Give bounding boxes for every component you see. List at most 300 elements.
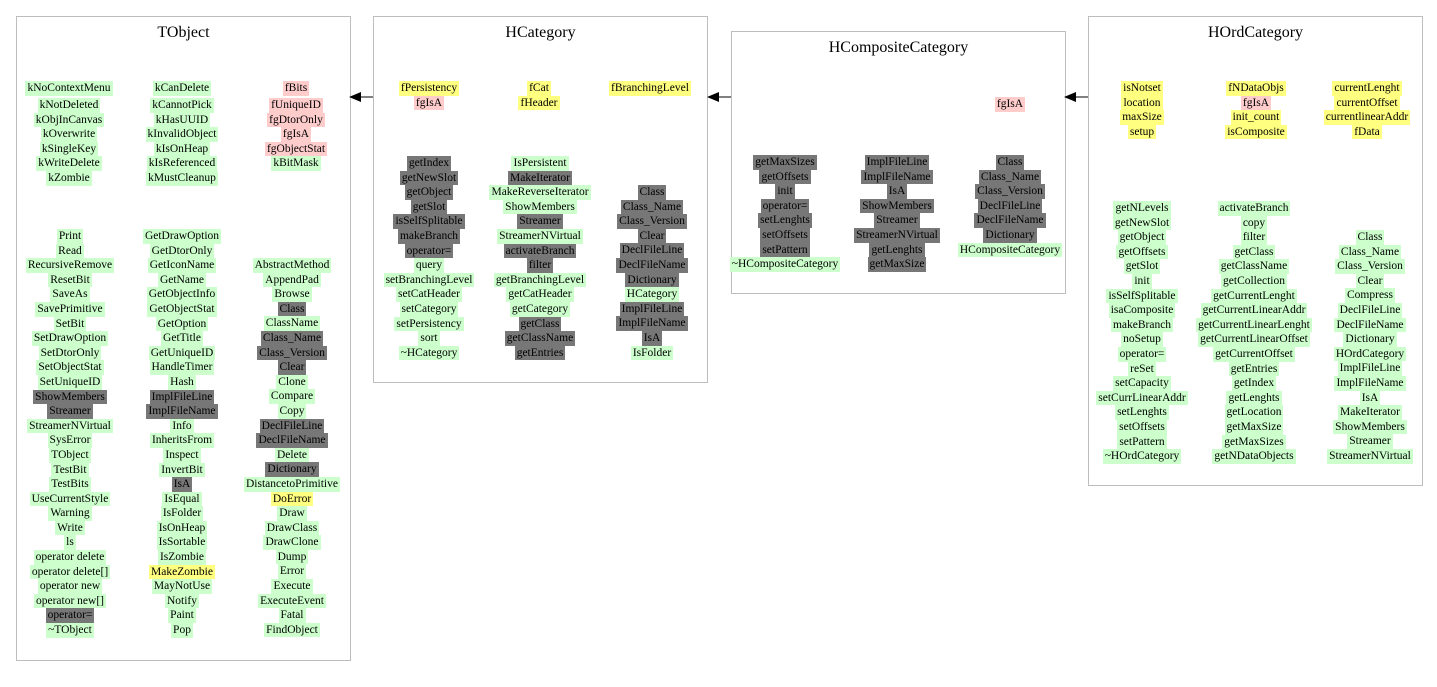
member-label: Class xyxy=(997,156,1023,168)
member-label: Read xyxy=(58,244,82,257)
class-member xyxy=(148,258,217,273)
class-member xyxy=(527,81,551,96)
class-member xyxy=(38,375,103,390)
class-member xyxy=(504,244,577,259)
class-member xyxy=(1201,303,1308,318)
member-label: fgObjectStat xyxy=(266,142,326,155)
member-label: IsA xyxy=(1361,391,1379,404)
member-label: noSetup xyxy=(1123,333,1161,346)
class-member xyxy=(1118,230,1167,245)
member-label: fgIsA xyxy=(282,128,310,141)
class-member xyxy=(1103,449,1182,464)
member-label: ImplFileLine xyxy=(621,302,683,315)
member-label: fHeader xyxy=(520,96,558,109)
member-label: operator= xyxy=(762,199,808,212)
class-member xyxy=(400,302,459,317)
class-member xyxy=(147,302,216,317)
class-member xyxy=(277,506,307,521)
class-member xyxy=(244,477,340,492)
member-label: getEntries xyxy=(1230,362,1278,375)
member-column xyxy=(1099,81,1185,139)
member-label: Draw xyxy=(279,507,305,520)
member-label: IsEqual xyxy=(164,492,200,505)
class-member xyxy=(1218,201,1291,216)
member-label: fgIsA xyxy=(996,98,1024,110)
member-label: SetDrawOption xyxy=(33,332,107,345)
class-member xyxy=(1338,303,1403,318)
class-member xyxy=(153,81,211,96)
member-label: getNewSlot xyxy=(401,171,457,184)
class-member xyxy=(55,521,85,536)
member-label: HandleTimer xyxy=(151,361,213,374)
class-member xyxy=(1106,289,1177,304)
member-label: ShowMembers xyxy=(35,390,105,403)
class-member xyxy=(256,433,327,448)
member-label: Inspect xyxy=(165,448,199,461)
class-member xyxy=(25,81,112,96)
member-label: ImplFileName xyxy=(1336,376,1404,389)
class-member xyxy=(265,462,318,477)
member-label: reSet xyxy=(1130,362,1154,375)
member-label: Clone xyxy=(278,375,306,388)
class-member xyxy=(158,550,206,565)
member-label: init_count xyxy=(1232,111,1280,124)
member-label: MakeIterator xyxy=(509,171,571,184)
class-member xyxy=(1345,288,1395,303)
class-member xyxy=(730,257,841,272)
member-label: ImplFileLine xyxy=(866,156,928,168)
member-column xyxy=(1211,81,1301,139)
member-label: DeclFileName xyxy=(976,214,1044,227)
member-label: GetObjectInfo xyxy=(148,288,216,301)
class-member xyxy=(165,594,199,609)
member-label: Print xyxy=(58,230,82,242)
member-label: isSelfSplitable xyxy=(1108,289,1176,302)
class-member xyxy=(35,302,104,317)
class-member xyxy=(621,200,683,215)
class-member xyxy=(276,550,309,565)
class-member xyxy=(27,419,113,434)
class-member xyxy=(265,521,319,536)
member-label: kZombie xyxy=(48,171,90,184)
class-member xyxy=(616,316,687,331)
member-label: HCompositeCategory xyxy=(959,243,1061,256)
member-label: ExecuteEvent xyxy=(260,594,324,607)
member-label: IsA xyxy=(173,478,191,491)
method-column xyxy=(479,156,601,360)
member-label: IsA xyxy=(643,331,661,344)
member-label: Class_Version xyxy=(259,346,325,359)
class-member xyxy=(1198,332,1310,347)
class-member xyxy=(162,492,201,507)
member-label: SetDtorOnly xyxy=(40,346,100,359)
method-column xyxy=(374,156,484,360)
member-label: ResetBit xyxy=(50,273,90,286)
member-label: IsSortable xyxy=(158,536,206,549)
member-label: kMustCleanup xyxy=(148,171,216,184)
member-label: getMaxSize xyxy=(1226,420,1282,433)
member-label: setLenghts xyxy=(1117,406,1167,419)
class-member xyxy=(1225,405,1284,420)
member-label: getCurrentLinearLenght xyxy=(1198,318,1310,331)
member-label: GetDtorOnly xyxy=(151,244,213,257)
class-member xyxy=(869,243,924,258)
member-label: filter xyxy=(1242,231,1266,244)
class-member xyxy=(161,331,203,346)
member-label: activateBranch xyxy=(1219,202,1289,214)
class-member xyxy=(642,331,663,346)
class-member xyxy=(518,96,559,111)
member-label: Notify xyxy=(166,594,198,607)
class-member xyxy=(1120,110,1164,125)
class-member xyxy=(489,185,590,200)
member-label: Clear xyxy=(1357,274,1383,287)
member-column xyxy=(17,81,121,96)
class-member xyxy=(271,156,320,171)
member-label: DeclFileLine xyxy=(979,199,1041,212)
class-member xyxy=(261,331,323,346)
member-label: getOffsets xyxy=(1118,245,1166,258)
member-label: setPattern xyxy=(762,243,808,256)
inheritance-arrow xyxy=(707,89,733,105)
class-member xyxy=(56,244,84,259)
member-label: getClass xyxy=(1234,245,1274,258)
class-member xyxy=(157,535,208,550)
member-label: getEntries xyxy=(516,346,564,359)
class-member xyxy=(159,463,205,478)
member-label: getClassName xyxy=(1220,260,1288,273)
member-label: setOffsets xyxy=(762,228,808,241)
class-member xyxy=(1109,303,1176,318)
member-label: activateBranch xyxy=(505,244,575,257)
class-member xyxy=(54,317,87,332)
member-label: getCurrentLinearAddr xyxy=(1202,304,1306,317)
class-member xyxy=(996,155,1025,170)
member-label: HCategory xyxy=(626,288,678,301)
method-column xyxy=(239,258,345,637)
class-member xyxy=(168,375,196,390)
method-column xyxy=(947,155,1073,257)
member-label: Dictionary xyxy=(267,463,317,476)
class-title: HCategory xyxy=(505,24,576,41)
class-member xyxy=(405,185,454,200)
class-member xyxy=(271,492,313,507)
class-member xyxy=(150,98,213,113)
class-member xyxy=(161,506,203,521)
member-label: DeclFileLine xyxy=(621,244,683,257)
member-label: MakeReverseIterator xyxy=(491,186,589,199)
member-label: TestBits xyxy=(51,478,89,491)
member-label: InvertBit xyxy=(161,463,203,476)
class-member xyxy=(983,228,1036,243)
class-member xyxy=(1332,81,1401,96)
member-label: setCatHeader xyxy=(398,288,460,301)
member-label: HOrdCategory xyxy=(1335,347,1405,360)
member-label: makeBranch xyxy=(399,229,459,242)
class-member xyxy=(1338,405,1402,420)
class-member xyxy=(48,506,91,521)
member-label: sort xyxy=(420,332,438,345)
class-member xyxy=(761,199,810,214)
class-member xyxy=(384,273,475,288)
class-member xyxy=(278,360,307,375)
class-member xyxy=(172,477,193,492)
member-label: SaveAs xyxy=(52,288,88,301)
member-label: getMaxSizes xyxy=(755,156,815,168)
member-label: kInvalidObject xyxy=(147,128,217,141)
member-label: SysError xyxy=(49,434,91,447)
class-member xyxy=(1339,245,1401,260)
class-box-hcategory xyxy=(373,16,708,383)
class-member xyxy=(263,535,320,550)
class-member xyxy=(399,81,459,96)
class-member xyxy=(753,155,816,170)
class-member xyxy=(1219,259,1289,274)
class-member xyxy=(156,317,209,332)
class-member xyxy=(39,346,102,361)
class-member xyxy=(1113,216,1171,231)
member-label: DrawClass xyxy=(266,521,318,534)
member-label: operator delete[] xyxy=(31,565,109,578)
class-member xyxy=(47,404,93,419)
class-member xyxy=(527,258,553,273)
member-label: Class xyxy=(639,186,665,198)
member-label: fgIsA xyxy=(1242,96,1270,109)
class-member xyxy=(1225,420,1284,435)
member-label: IsFolder xyxy=(632,346,672,359)
class-member xyxy=(995,97,1025,112)
member-label: TestBit xyxy=(53,463,87,476)
class-member xyxy=(1229,362,1280,377)
member-label: StreamerNVirtual xyxy=(29,419,111,432)
class-member xyxy=(1115,405,1169,420)
class-member xyxy=(1221,274,1287,289)
member-label: getMaxSize xyxy=(869,258,925,271)
member-label: setCategory xyxy=(401,302,457,315)
class-member xyxy=(1226,81,1286,96)
member-label: Browse xyxy=(274,288,310,301)
member-label: isaComposite xyxy=(1110,304,1174,317)
member-label: ~HCategory xyxy=(400,346,458,359)
member-label: Hash xyxy=(170,375,194,388)
member-label: getCollection xyxy=(1223,274,1285,287)
class-member xyxy=(638,185,667,200)
member-label: isComposite xyxy=(1227,125,1285,138)
class-member xyxy=(1211,289,1297,304)
member-label: getCategory xyxy=(511,302,569,315)
class-member xyxy=(64,535,76,550)
member-label: Delete xyxy=(276,448,307,461)
member-label: ~TObject xyxy=(48,624,92,637)
member-label: setup xyxy=(1129,125,1155,138)
class-member xyxy=(860,199,934,214)
class-member xyxy=(396,287,462,302)
member-column xyxy=(251,81,341,96)
class-member xyxy=(1212,449,1295,464)
method-column xyxy=(1189,201,1319,464)
class-member xyxy=(1334,318,1405,333)
class-member xyxy=(394,317,463,332)
class-member xyxy=(147,287,217,302)
member-label: kNotDeleted xyxy=(39,99,99,111)
member-label: DeclFileName xyxy=(1336,318,1404,331)
member-label: kOverwrite xyxy=(42,128,96,141)
class-member xyxy=(279,608,306,623)
class-member xyxy=(263,273,321,288)
member-label: AbstractMethod xyxy=(254,259,330,271)
class-title: TObject xyxy=(157,24,210,41)
class-box-hordcategory xyxy=(1088,16,1423,486)
member-label: operator new xyxy=(39,580,101,593)
class-member xyxy=(1113,201,1170,216)
class-member xyxy=(149,565,215,580)
class-member xyxy=(276,375,307,390)
class-member xyxy=(625,287,679,302)
class-member xyxy=(146,171,218,186)
class-member xyxy=(775,184,794,199)
class-member xyxy=(1334,96,1399,111)
method-column xyxy=(1317,230,1423,464)
class-member xyxy=(407,156,451,171)
member-label: Class_Name xyxy=(262,331,322,344)
class-member xyxy=(979,170,1041,185)
member-label: ImplFileName xyxy=(148,405,216,418)
class-member xyxy=(609,81,691,96)
member-label: SetUniqueID xyxy=(39,375,101,388)
member-column xyxy=(251,98,341,171)
member-label: kCanDelete xyxy=(154,82,210,94)
class-member xyxy=(264,623,320,638)
class-member xyxy=(1117,420,1167,435)
member-label: ~HCompositeCategory xyxy=(731,258,839,271)
class-member xyxy=(874,213,920,228)
member-label: getNDataObjects xyxy=(1214,450,1294,463)
class-member xyxy=(1335,259,1405,274)
class-member xyxy=(158,273,206,288)
member-label: getLenghts xyxy=(1228,391,1280,404)
member-label: DeclFileName xyxy=(618,258,686,271)
member-label: GetName xyxy=(159,273,205,286)
member-label: GetDrawOption xyxy=(144,230,220,242)
inheritance-arrow xyxy=(349,89,375,105)
member-label: DrawClone xyxy=(265,536,319,549)
member-label: Write xyxy=(57,521,83,534)
class-member xyxy=(46,608,95,623)
class-member xyxy=(264,316,320,331)
class-member xyxy=(36,156,101,171)
class-member xyxy=(154,142,210,157)
class-member xyxy=(171,623,193,638)
class-member xyxy=(278,404,307,419)
member-label: init xyxy=(777,185,793,198)
class-member xyxy=(1196,318,1312,333)
member-label: GetUniqueID xyxy=(150,346,214,359)
class-member xyxy=(494,273,586,288)
class-member xyxy=(152,579,212,594)
class-member xyxy=(278,302,307,317)
class-member xyxy=(150,244,215,259)
class-member xyxy=(260,419,325,434)
member-label: StreamerNVirtual xyxy=(499,229,581,242)
member-label: copy xyxy=(1242,216,1266,229)
member-label: Clear xyxy=(639,229,665,242)
class-member xyxy=(508,171,572,186)
class-member xyxy=(146,404,217,419)
class-member xyxy=(511,156,568,171)
member-label: getClassName xyxy=(506,332,574,345)
member-label: Streamer xyxy=(519,215,561,228)
class-box-tobject xyxy=(16,16,351,661)
member-label: setCurrLinearAddr xyxy=(1098,391,1186,404)
class-member xyxy=(506,287,573,302)
member-label: kIsOnHeap xyxy=(155,142,209,155)
class-member xyxy=(1241,96,1271,111)
member-label: Class_Name xyxy=(1340,245,1400,258)
class-member xyxy=(1232,376,1276,391)
member-label: init xyxy=(1134,274,1150,287)
member-label: setCapacity xyxy=(1115,377,1169,390)
class-member xyxy=(625,273,678,288)
class-member xyxy=(30,565,110,580)
class-member xyxy=(36,360,103,375)
member-label: ImplFileName xyxy=(863,170,931,183)
method-column xyxy=(847,155,947,272)
member-label: StreamerNVirtual xyxy=(856,228,938,241)
class-member xyxy=(272,287,311,302)
class-member xyxy=(1233,245,1276,260)
class-member xyxy=(497,229,583,244)
class-member xyxy=(1241,230,1267,245)
class-member xyxy=(1241,216,1267,231)
class-member xyxy=(418,331,439,346)
class-member xyxy=(265,142,327,157)
member-label: Clear xyxy=(279,361,305,374)
class-member xyxy=(1334,376,1405,391)
member-label: getIndex xyxy=(1233,377,1275,390)
member-label: getObject xyxy=(1119,231,1165,244)
member-label: getLocation xyxy=(1226,406,1282,419)
class-member xyxy=(1121,81,1163,96)
class-member xyxy=(617,214,687,229)
class-member xyxy=(510,302,570,317)
class-member xyxy=(1128,362,1156,377)
member-label: IsZombie xyxy=(159,551,205,564)
member-label: query xyxy=(415,259,443,272)
member-label: currentlinearAddr xyxy=(1325,111,1409,124)
member-label: getNLevels xyxy=(1115,202,1169,214)
class-member xyxy=(49,477,91,492)
class-member xyxy=(1334,347,1406,362)
member-label: makeBranch xyxy=(1112,318,1172,331)
class-member xyxy=(399,346,460,361)
member-label: kBitMask xyxy=(273,157,319,170)
class-member xyxy=(1360,391,1381,406)
class-member xyxy=(170,419,193,434)
member-label: RecursiveRemove xyxy=(27,259,113,272)
member-label: kWriteDelete xyxy=(38,157,100,170)
member-label: SetObjectStat xyxy=(38,361,102,374)
member-label: Class_Name xyxy=(622,200,682,213)
class-member xyxy=(1118,347,1167,362)
member-label: GetIconName xyxy=(149,259,215,272)
class-member xyxy=(46,171,92,186)
class-member xyxy=(1213,347,1295,362)
member-label: IsA xyxy=(888,185,906,198)
class-member xyxy=(620,302,685,317)
member-label: fUniqueID xyxy=(271,99,321,111)
member-label: Warning xyxy=(50,507,90,520)
class-member xyxy=(760,243,809,258)
